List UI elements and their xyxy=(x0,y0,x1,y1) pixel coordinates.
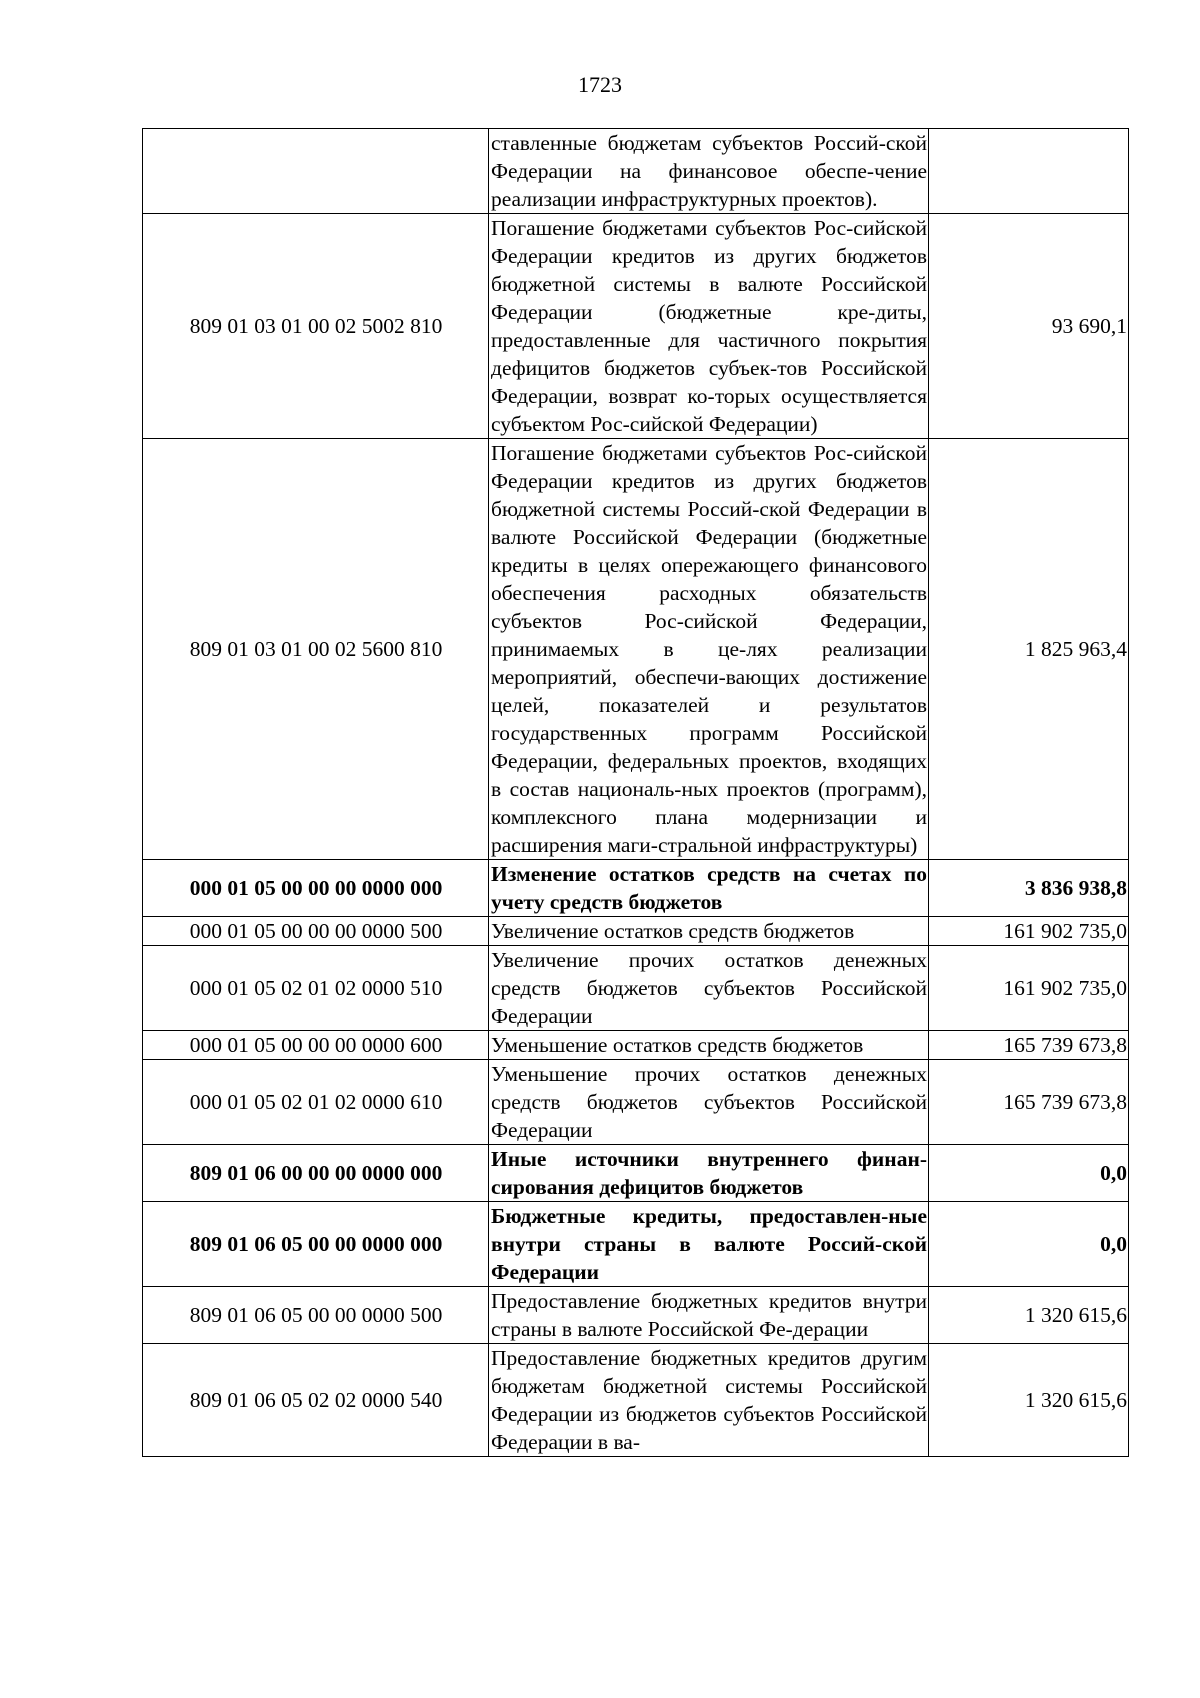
table-row xyxy=(143,946,1129,1031)
row-name-cell: Уменьшение прочих остатков денежных средств бюджетов субъектов Российской Федерации xyxy=(489,1060,929,1145)
row-amount-cell: 165 739 673,8 xyxy=(929,1031,1129,1060)
row-name-cell: Погашение бюджетами субъектов Рос-сийской Федерации кредитов из других бюджетов бюджетной системы Россий-ской Федерации в валюте Российской Федерации (бюджетные кредиты в целях опережающего финансового обеспечения расходных обязательств субъектов Рос-сийской Федерации, принимаемых в це-лях реализации мероприятий, обеспечи-вающих достижение целей, показателей и результатов государственных программ Российской Федерации, федеральных проектов, входящих в состав националь-ных проектов (программ), комплексного плана модернизации и расширения маги-стральной инфраструктуры) xyxy=(489,439,929,860)
row-amount-cell: 165 739 673,8 xyxy=(929,1060,1129,1145)
row-name-cell: ставленные бюджетам субъектов Россий-ской Федерации на финансовое обеспе-чение реализации инфраструктурных проектов). xyxy=(489,129,929,214)
table-row xyxy=(143,917,1129,946)
table-row xyxy=(143,1344,1129,1457)
table-row xyxy=(143,129,1129,214)
row-code-cell: 000 01 05 00 00 00 0000 000 xyxy=(143,860,489,917)
table-row xyxy=(143,1202,1129,1287)
row-name-cell: Увеличение прочих остатков денежных средств бюджетов субъектов Российской Федерации xyxy=(489,946,929,1031)
row-amount-cell: 161 902 735,0 xyxy=(929,917,1129,946)
budget-sources-table xyxy=(142,128,1129,1457)
row-code-cell: 000 01 05 02 01 02 0000 610 xyxy=(143,1060,489,1145)
row-name-cell: Иные источники внутреннего финан-сирования дефицитов бюджетов xyxy=(489,1145,929,1202)
row-code-cell: 809 01 03 01 00 02 5600 810 xyxy=(143,439,489,860)
table-row xyxy=(143,1287,1129,1344)
row-code-cell: 000 01 05 02 01 02 0000 510 xyxy=(143,946,489,1031)
row-name-cell: Предоставление бюджетных кредитов внутри страны в валюте Российской Фе-дерации xyxy=(489,1287,929,1344)
row-code-cell: 809 01 06 05 00 00 0000 500 xyxy=(143,1287,489,1344)
table-row xyxy=(143,860,1129,917)
row-code-cell: 809 01 06 05 00 00 0000 000 xyxy=(143,1202,489,1287)
row-code-cell: 000 01 05 00 00 00 0000 500 xyxy=(143,917,489,946)
table-row xyxy=(143,1145,1129,1202)
table-row xyxy=(143,439,1129,860)
row-name-cell: Предоставление бюджетных кредитов другим бюджетам бюджетной системы Российской Федерации из бюджетов субъектов Российской Федерации в ва- xyxy=(489,1344,929,1457)
row-name-cell: Уменьшение остатков средств бюджетов xyxy=(489,1031,929,1060)
row-code-cell: 809 01 06 05 02 02 0000 540 xyxy=(143,1344,489,1457)
table-row xyxy=(143,214,1129,439)
row-name-cell: Бюджетные кредиты, предоставлен-ные внутри страны в валюте Россий-ской Федерации xyxy=(489,1202,929,1287)
row-amount-cell: 93 690,1 xyxy=(929,214,1129,439)
row-code-cell: 809 01 06 00 00 00 0000 000 xyxy=(143,1145,489,1202)
page-number: 1723 xyxy=(578,72,622,97)
row-code-cell: 000 01 05 00 00 00 0000 600 xyxy=(143,1031,489,1060)
row-amount-cell: 3 836 938,8 xyxy=(929,860,1129,917)
table-row xyxy=(143,1060,1129,1145)
row-name-cell: Изменение остатков средств на счетах по учету средств бюджетов xyxy=(489,860,929,917)
row-amount-cell: 161 902 735,0 xyxy=(929,946,1129,1031)
row-code-cell: 809 01 03 01 00 02 5002 810 xyxy=(143,214,489,439)
row-code-cell xyxy=(143,129,489,214)
row-amount-cell: 1 320 615,6 xyxy=(929,1287,1129,1344)
table-body xyxy=(143,129,1129,1457)
row-amount-cell: 1 320 615,6 xyxy=(929,1344,1129,1457)
table-row xyxy=(143,1031,1129,1060)
row-amount-cell: 0,0 xyxy=(929,1202,1129,1287)
row-amount-cell: 1 825 963,4 xyxy=(929,439,1129,860)
row-name-cell: Увеличение остатков средств бюджетов xyxy=(489,917,929,946)
row-name-cell: Погашение бюджетами субъектов Рос-сийской Федерации кредитов из других бюджетов бюджетной системы в валюте Российской Федерации (бюджетные кре-диты, предоставленные для частичного покрытия дефицитов бюджетов субъек-тов Российской Федерации, возврат ко-торых осуществляется субъектом Рос-сийской Федерации) xyxy=(489,214,929,439)
row-amount-cell: 0,0 xyxy=(929,1145,1129,1202)
row-amount-cell xyxy=(929,129,1129,214)
